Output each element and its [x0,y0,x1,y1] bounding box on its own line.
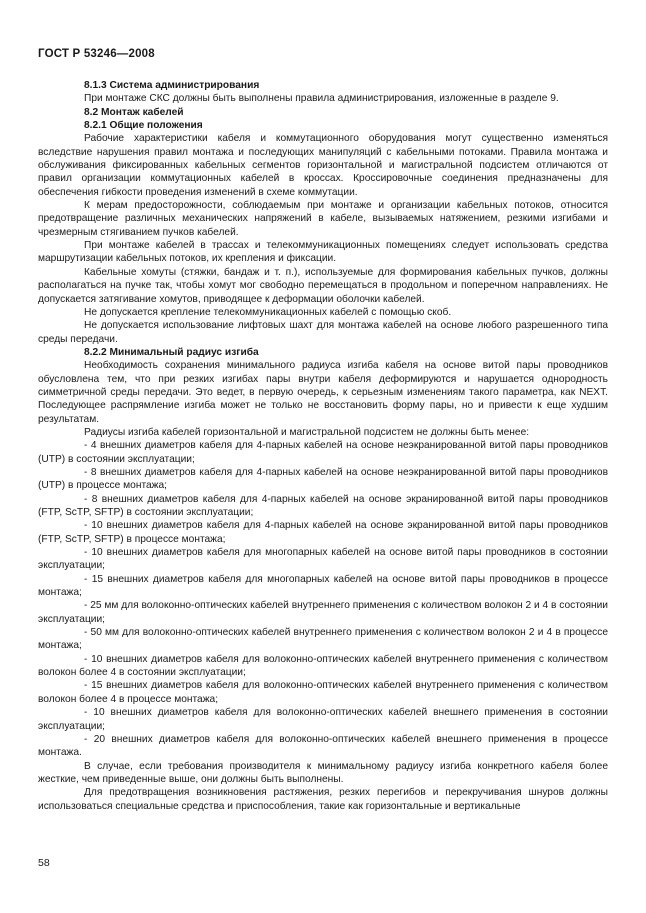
paragraph: При монтаже СКС должны быть выполнены правила администрирования, изложенные в разделе 9. [84,93,559,105]
paragraph: - 15 внешних диаметров кабеля для многопарных кабелей на основе витой пары проводников в процессе монтажа; [38,573,608,599]
paragraph: - 4 внешних диаметров кабеля для 4-парных кабелей на основе неэкранированной витой пары проводников (UTP) в состоянии эксплуатации; [38,440,608,465]
section-heading: 8.2.1 Общие положения [84,120,203,132]
paragraph: При монтаже кабелей в трассах и телекоммуникационных помещениях следует использовать средства маршрутизации кабельных потоков, их крепления и фиксации. [38,240,608,265]
paragraph: - 10 внешних диаметров кабеля для многопарных кабелей на основе витой пары проводников в состоянии эксплуатации; [38,547,608,572]
document-body [38,79,608,813]
paragraph: - 10 внешних диаметров кабеля для волоконно-оптических кабелей внешнего применения в состоянии эксплуатации; [38,707,608,732]
paragraph: Не допускается использование лифтовых шахт для монтажа кабелей на основе любого разрешенного типа среды передачи. [38,320,608,345]
section-heading: 8.2 Монтаж кабелей [84,106,184,118]
paragraph: - 15 внешних диаметров кабеля для волоконно-оптических кабелей внутреннего применения с количеством волокон более 4 в процессе монтажа; [38,680,608,705]
section-heading: 8.2.2 Минимальный радиус изгиба [84,346,259,358]
paragraph: - 25 мм для волоконно-оптических кабелей внутреннего применения с количеством волокон 2 и 4 в состоянии эксплуатации; [38,600,608,625]
paragraph: Радиусы изгиба кабелей горизонтальной и магистральной подсистем не должны быть менее: [84,426,530,438]
paragraph: Не допускается крепление телекоммуникационных кабелей с помощью скоб. [84,306,452,318]
section-heading: 8.1.3 Система администрирования [84,80,260,91]
paragraph: - 50 мм для волоконно-оптических кабелей внутреннего применения с количеством волокон 2 и 4 в процессе монтажа; [38,627,608,652]
paragraph: Для предотвращения возникновения растяжения, резких перегибов и перекручивания шнуров должны использоваться специальные средства и приспособления, такие как горизонтальные и вертикальные [38,787,608,812]
paragraph: - 10 внешних диаметров кабеля для волоконно-оптических кабелей внутреннего применения с количеством волокон более 4 в состоянии эксплуатации; [38,653,608,679]
standard-header: ГОСТ Р 53246—2008 [38,48,155,60]
page-number: 58 [38,857,50,869]
paragraph: Рабочие характеристики кабеля и коммутационного оборудования могут существенно изменяться вследствие нарушения правил монтажа и последующих манипуляций с кабельными потоками. Правила монтажа и обслуживания фиксированных кабельных сегментов горизонтальной и магистральной подсистем отличаются от правил организации коммутационных кабелей в кроссах. Кроссировочные соединения предназначены для обеспечения гибкости проведения изменений в схеме коммутации. [38,133,608,198]
paragraph: В случае, если требования производителя к минимальному радиусу изгиба конкретного кабеля более жесткие, чем приведенные выше, они должны быть выполнены. [38,760,608,785]
paragraph: Необходимость сохранения минимального радиуса изгиба кабеля на основе витой пары проводников обусловлена тем, что при резких изгибах пары внутри кабеля деформируются и нарушается однородность симметричной среды передачи. Это ведет, в первую очередь, к серьезным изменениям такого параметра, как NEXT. Последующее распрямление изгиба может не только не восстановить форму пары, но и привести к еще худшим результатам. [38,360,608,425]
paragraph: Кабельные хомуты (стяжки, бандаж и т. п.), используемые для формирования кабельных пучков, должны располагаться на пучке так, чтобы хомут мог свободно перемещаться в продольном и поперечном направлениях. Не допускается затягивание хомутов, приводящее к деформации оболочки кабелей. [38,266,608,305]
paragraph: - 8 внешних диаметров кабеля для 4-парных кабелей на основе неэкранированной витой пары проводников (UTP) в процессе монтажа; [38,466,608,492]
paragraph: - 20 внешних диаметров кабеля для волоконно-оптических кабелей внешнего применения в процессе монтажа. [38,733,608,759]
paragraph: - 10 внешних диаметров кабеля для 4-парных кабелей на основе экранированной витой пары проводников (FTP, ScTP, SFTP) в процессе монтажа; [38,520,608,545]
paragraph: К мерам предосторожности, соблюдаемым при монтаже и организации кабельных потоков, относится предотвращение различных механических напряжений в кабеле, вызываемых натяжением, резкими изгибами и чрезмерным стягиванием пучков кабелей. [38,200,608,238]
paragraph: - 8 внешних диаметров кабеля для 4-парных кабелей на основе экранированной витой пары проводников (FTP, ScTP, SFTP) в состоянии эксплуатации; [38,493,608,518]
